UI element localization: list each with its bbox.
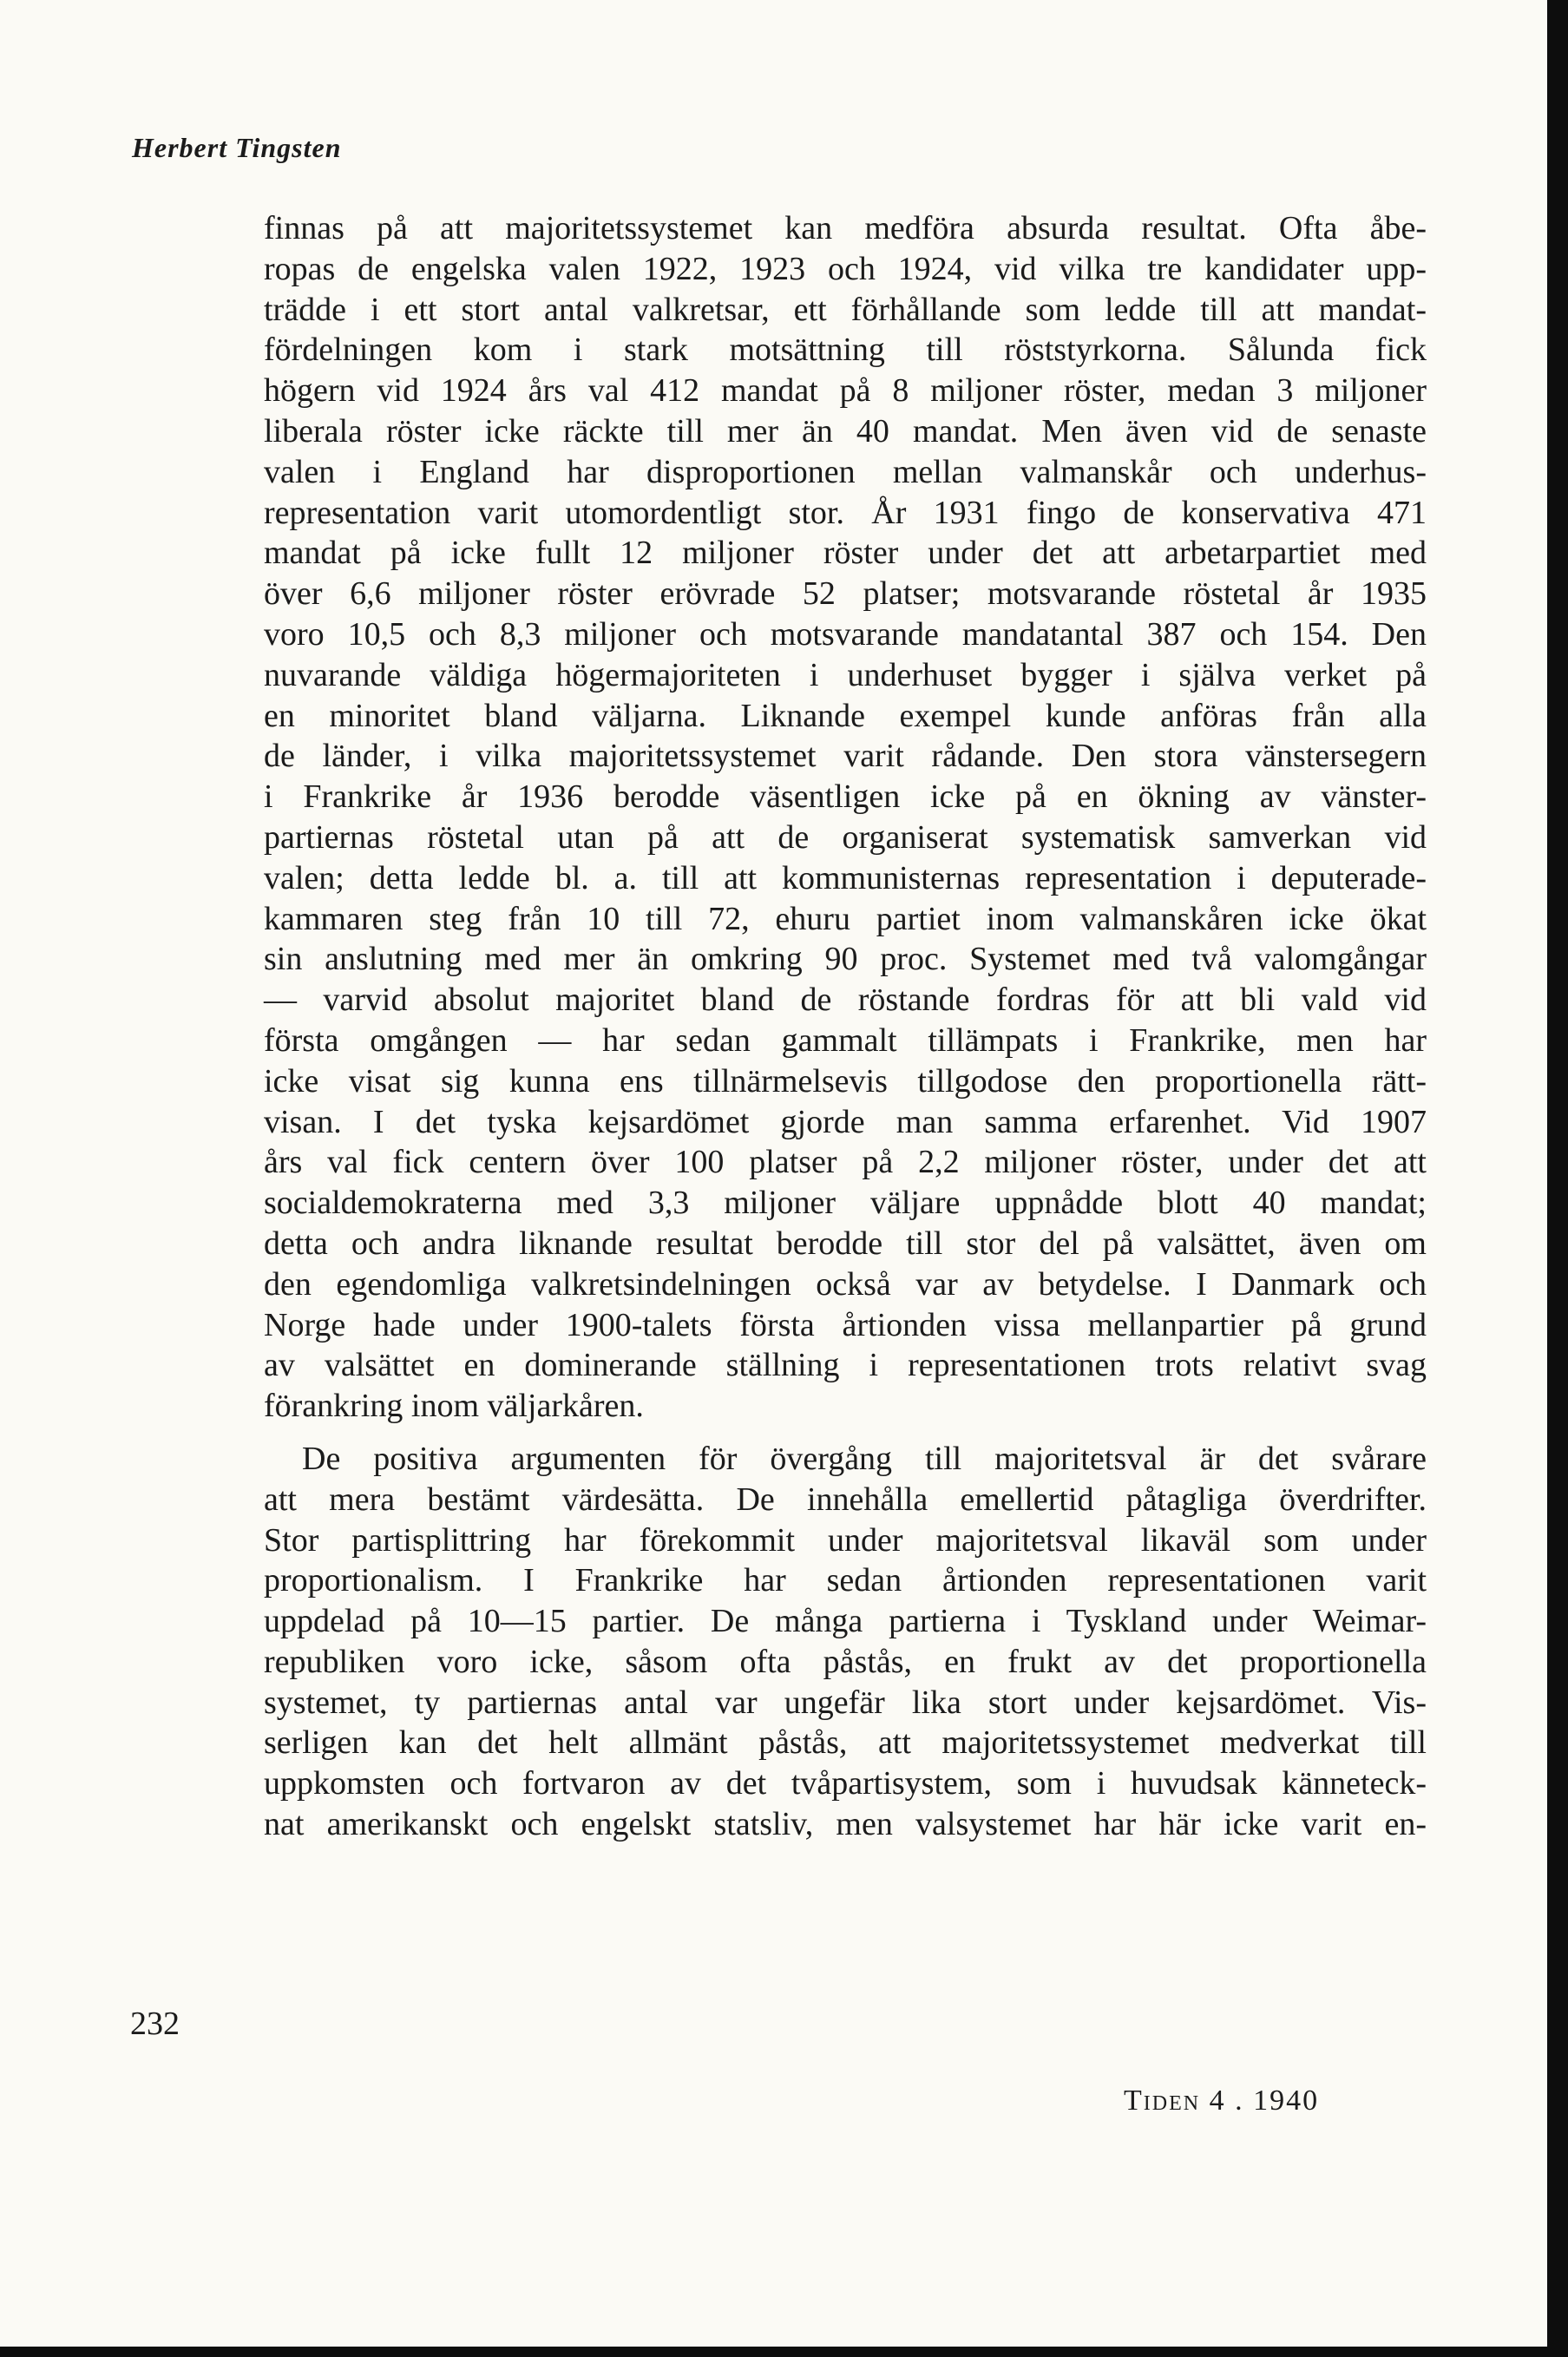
text-line: av valsättet en dominerande ställning i representationen trots relativt svag (264, 1347, 1427, 1384)
text-line: första omgången — har sedan gammalt tillämpats i Frankrike, men har (264, 1021, 1427, 1059)
text-line: nat amerikanskt och engelskt statsliv, men valsystemet har här icke varit en- (264, 1806, 1427, 1843)
running-head: Herbert Tingsten (132, 132, 342, 163)
text-line: förankring inom väljarkåren. (264, 1388, 644, 1425)
text-line: socialdemokraterna med 3,3 miljoner väljare uppnådde blott 40 mandat; (264, 1185, 1427, 1222)
text-line: sin anslutning med mer än omkring 90 proc. Systemet med två valomgångar (264, 941, 1427, 978)
publication-name: Tiden (1124, 2085, 1201, 2117)
text-line: — varvid absolut majoritet bland de röstande fordras för att bli vald vid (264, 982, 1427, 1019)
issue-label: 4 . 1940 (1209, 2085, 1320, 2117)
text-line: uppkomsten och fortvaron av det tvåpartisystem, som i huvudsak känneteck- (264, 1765, 1427, 1802)
text-line: republiken voro icke, såsom ofta påstås, en frukt av det proportionella (264, 1643, 1427, 1680)
text-line: representation varit utomordentligt stor. År 1931 fingo de konservativa 471 (264, 494, 1427, 531)
text-line: Norge hade under 1900-talets första årtionden vissa mellanpartier på grund (264, 1306, 1427, 1343)
text-line: finnas på att majoritetssystemet kan medföra absurda resultat. Ofta åbe- (264, 210, 1427, 246)
text-line: högern vid 1924 års val 412 mandat på 8 miljoner röster, medan 3 miljoner (264, 372, 1427, 410)
paragraph-1 (264, 208, 1427, 1427)
text-line: fördelningen kom i stark motsättning till röststyrkorna. Sålunda fick (264, 332, 1427, 369)
text-line: en minoritet bland väljarna. Liknande exempel kunde anföras från alla (264, 697, 1427, 734)
footer-source (1124, 2085, 1319, 2117)
text-line: valen; detta ledde bl. a. till att kommunisternas representation i deputerade- (264, 859, 1427, 896)
text-line: voro 10,5 och 8,3 miljoner och motsvarande mandatantal 387 och 154. Den (264, 615, 1427, 653)
text-line: Stor partisplittring har förekommit under majoritetsval likaväl som under (264, 1521, 1427, 1559)
text-line: mandat på icke fullt 12 miljoner röster under det att arbetarpartiet med (264, 535, 1427, 572)
text-line: proportionalism. I Frankrike har sedan årtionden representationen varit (264, 1562, 1427, 1599)
text-line: nuvarande väldiga högermajoriteten i underhuset bygger i själva verket på (264, 656, 1427, 693)
text-line: detta och andra liknande resultat berodde till stor del på valsättet, även om (264, 1224, 1427, 1262)
text-line: partiernas röstetal utan på att de organiserat systematisk samverkan vid (264, 818, 1427, 856)
text-line: serligen kan det helt allmänt påstås, att majoritetssystemet medverkat till (264, 1724, 1427, 1762)
text-line: över 6,6 miljoner röster erövrade 52 platser; motsvarande röstetal år 1935 (264, 575, 1427, 613)
text-line: i Frankrike år 1936 berodde väsentligen icke på en ökning av vänster- (264, 778, 1427, 816)
text-line: trädde i ett stort antal valkretsar, ett förhållande som ledde till att mandat- (264, 291, 1427, 328)
text-line: kammaren steg från 10 till 72, ehuru partiet inom valmanskåren icke ökat (264, 900, 1427, 937)
text-line: de länder, i vilka majoritetssystemet varit rådande. Den stora vänstersegern (264, 738, 1427, 775)
text-line: års val fick centern över 100 platser på 2,2 miljoner röster, under det att (264, 1144, 1427, 1181)
body-text (264, 208, 1427, 1845)
text-line: icke visat sig kunna ens tillnärmelsevis tillgodose den proportionella rätt- (264, 1062, 1427, 1100)
text-line: uppdelad på 10—15 partier. De många partierna i Tyskland under Weimar- (264, 1603, 1427, 1640)
page-number: 232 (130, 2006, 180, 2042)
text-line: visan. I det tyska kejsardömet gjorde man samma erfarenhet. Vid 1907 (264, 1103, 1427, 1140)
text-line: liberala röster icke räckte till mer än 40 mandat. Men även vid de senaste (264, 412, 1427, 450)
text-line: systemet, ty partiernas antal var ungefär lika stort under kejsardömet. Vis- (264, 1684, 1427, 1721)
text-line: ropas de engelska valen 1922, 1923 och 1924, vid vilka tre kandidater upp- (264, 250, 1427, 287)
text-line: den egendomliga valkretsindelningen också var av betydelse. I Danmark och (264, 1265, 1427, 1303)
paragraph-2 (264, 1439, 1427, 1845)
text-line: De positiva argumenten för övergång till majoritetsval är det svårare (302, 1440, 1427, 1477)
text-line: valen i England har disproportionen mellan valmanskår och underhus- (264, 453, 1427, 490)
text-line: att mera bestämt värdesätta. De innehålla emellertid påtagliga överdrifter. (264, 1481, 1427, 1518)
